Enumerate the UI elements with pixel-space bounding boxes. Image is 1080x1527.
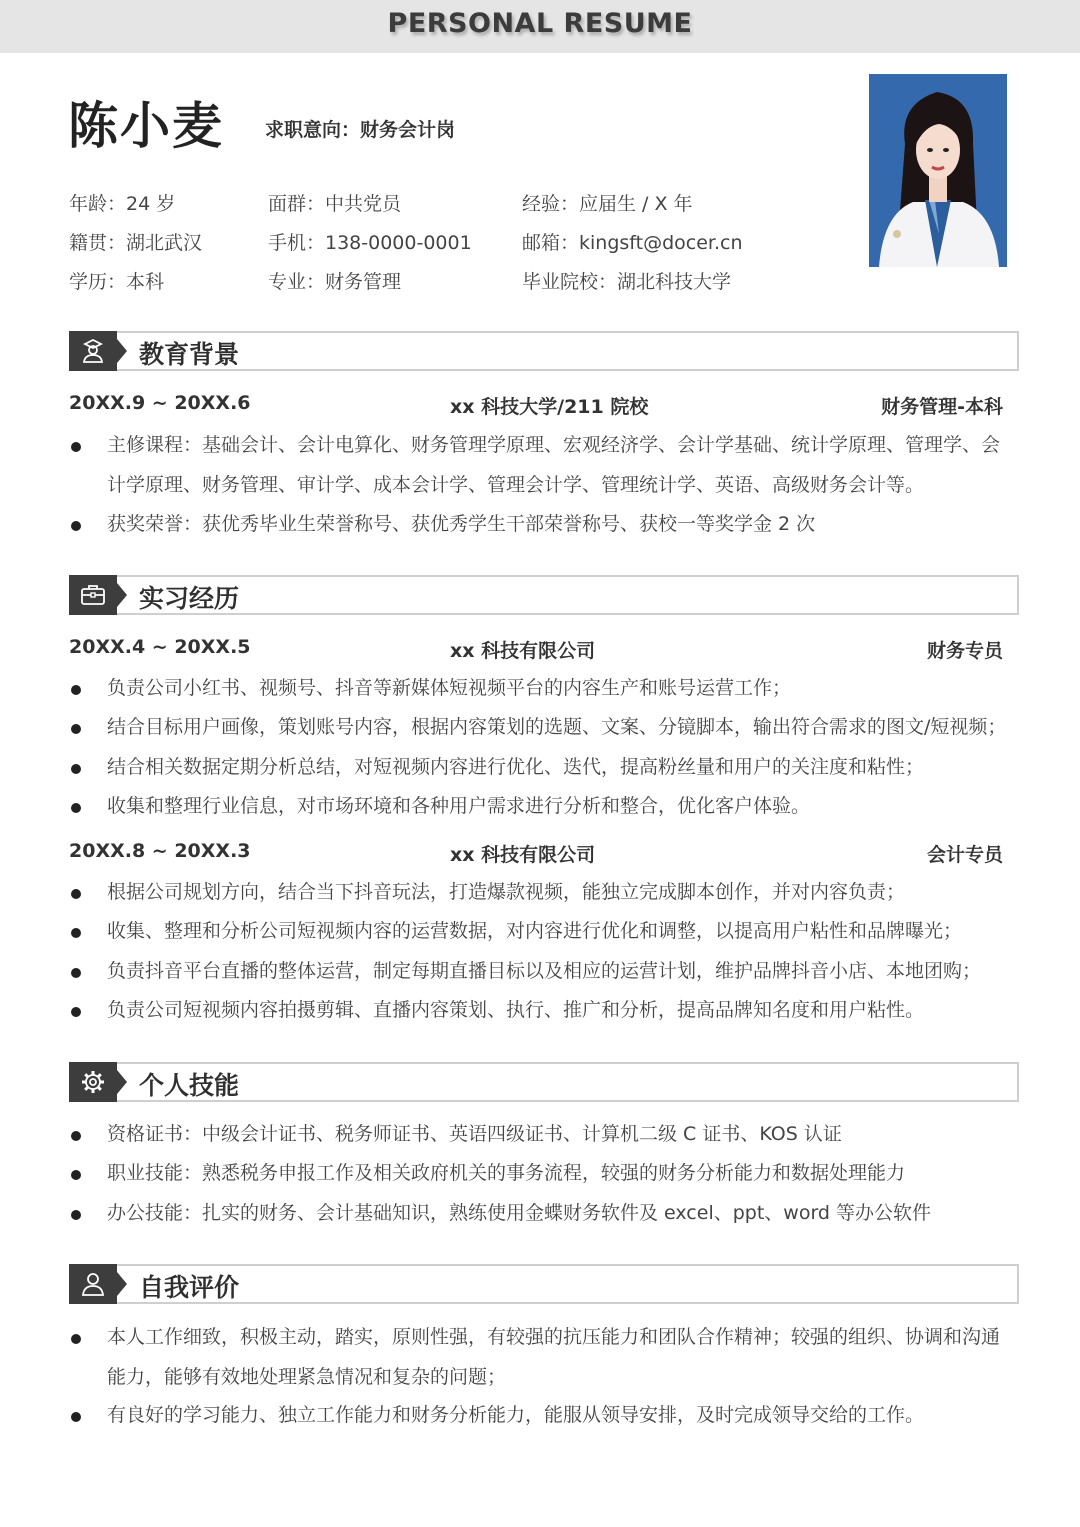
bullet-dot — [71, 764, 81, 774]
bullet-dot — [71, 1131, 81, 1141]
entry-date: 20XX.9 ~ 20XX.6 — [69, 392, 251, 414]
section-header-education — [69, 331, 1019, 371]
section-title-self-eval: 自我评价 — [139, 1273, 240, 1302]
info-row-2 — [0, 228, 860, 258]
bullet-text: 结合目标用户画像，策划账号内容，根据内容策划的选题、文案、分镜脚本，输出符合需求的图文/短视频； — [107, 716, 1007, 738]
bullet-dot — [71, 442, 81, 452]
info-phone: 手机：138-0000-0001 — [268, 232, 472, 254]
bullet-dot — [71, 521, 81, 531]
list-item — [69, 1154, 1009, 1194]
section-title-skills: 个人技能 — [139, 1071, 240, 1100]
section-arrow — [117, 1272, 127, 1296]
info-politics: 面群：中共党员 — [268, 193, 402, 215]
candidate-name: 陈小麦 — [68, 97, 224, 155]
entry-org: xx 科技有限公司 — [450, 844, 596, 866]
job-intent: 求职意向：财务会计岗 — [265, 119, 456, 141]
bullet-text: 收集和整理行业信息，对市场环境和各种用户需求进行分析和整合，优化客户体验。 — [107, 795, 811, 817]
section-arrow — [117, 1070, 127, 1094]
section-title-internship: 实习经历 — [139, 584, 240, 613]
list-item — [69, 426, 1009, 505]
bullet-dot — [71, 928, 81, 938]
info-row-3 — [0, 267, 860, 297]
section-bar — [115, 1264, 1019, 1304]
list-item — [69, 952, 1009, 992]
info-degree: 学历：本科 — [69, 271, 165, 293]
info-experience: 经验：应届生 / X 年 — [522, 193, 693, 215]
bullet-dot — [71, 724, 81, 734]
info-school: 毕业院校：湖北科技大学 — [522, 271, 732, 293]
section-arrow — [117, 583, 127, 607]
section-arrow — [117, 339, 127, 363]
entry-date: 20XX.8 ~ 20XX.3 — [69, 840, 251, 862]
section-title-education: 教育背景 — [139, 340, 240, 369]
bullet-text: 职业技能：熟悉税务申报工作及相关政府机关的事务流程，较强的财务分析能力和数据处理能力 — [107, 1162, 906, 1184]
info-row-1 — [0, 189, 860, 219]
list-item — [69, 1115, 1009, 1155]
section-header-self-eval — [69, 1264, 1019, 1304]
entry-org: xx 科技大学/211 院校 — [450, 396, 649, 418]
profile-photo — [869, 74, 1007, 267]
gear-icon — [80, 1069, 106, 1095]
icon-box — [69, 1062, 117, 1102]
list-item — [69, 748, 1009, 788]
entry-org: xx 科技有限公司 — [450, 640, 596, 662]
bullet-text: 负责公司小红书、视频号、抖音等新媒体短视频平台的内容生产和账号运营工作； — [107, 677, 792, 699]
icon-box — [69, 1264, 117, 1304]
bullet-text: 收集、整理和分析公司短视频内容的运营数据，对内容进行优化和调整，以提高用户粘性和品牌曝光； — [107, 920, 963, 942]
section-bar — [115, 575, 1019, 615]
bullet-text: 主修课程：基础会计、会计电算化、财务管理学原理、宏观经济学、会计学基础、统计学原理、管理学、会计学原理、财务管理、审计学、成本会计学、管理会计学、管理统计学、英语、高级财务会计等。 — [107, 434, 1001, 496]
briefcase-icon — [80, 582, 106, 608]
icon-box — [69, 575, 117, 615]
portrait-image — [869, 74, 1007, 267]
list-item — [69, 669, 1009, 709]
education-entry — [69, 392, 1003, 420]
bullet-dot — [71, 1334, 81, 1344]
bullet-dot — [71, 968, 81, 978]
bullet-text: 获奖荣誉：获优秀毕业生荣誉称号、获优秀学生干部荣誉称号、获校一等奖学金 2 次 — [107, 513, 816, 535]
list-item — [69, 505, 1009, 545]
person-icon — [80, 1271, 106, 1297]
bullet-dot — [71, 685, 81, 695]
bullet-text: 办公技能：扎实的财务、会计基础知识，熟练使用金蝶财务软件及 excel、ppt、word 等办公软件 — [107, 1202, 932, 1224]
info-email: 邮箱：kingsft@docer.cn — [522, 232, 743, 254]
banner-title: PERSONAL RESUME — [387, 8, 693, 39]
bullet-text: 结合相关数据定期分析总结，对短视频内容进行优化、迭代，提高粉丝量和用户的关注度和粘性； — [107, 756, 925, 778]
list-item — [69, 787, 1009, 827]
bullet-dot — [71, 1170, 81, 1180]
bullet-text: 根据公司规划方向，结合当下抖音玩法，打造爆款视频，能独立完成脚本创作，并对内容负责； — [107, 881, 906, 903]
list-item — [69, 873, 1009, 913]
icon-box — [69, 331, 117, 371]
section-header-internship — [69, 575, 1019, 615]
list-item — [69, 912, 1009, 952]
bullet-dot — [71, 1412, 81, 1422]
internship-entry-2 — [69, 840, 1003, 868]
bullet-dot — [71, 803, 81, 813]
bullet-text: 资格证书：中级会计证书、税务师证书、英语四级证书、计算机二级 C 证书、KOS 认证 — [107, 1123, 842, 1145]
list-item — [69, 708, 1009, 748]
info-major: 专业：财务管理 — [268, 271, 402, 293]
entry-role: 会计专员 — [926, 844, 1003, 866]
graduate-icon — [80, 338, 106, 364]
info-hometown: 籍贯：湖北武汉 — [69, 232, 203, 254]
info-age: 年龄：24 岁 — [69, 193, 176, 215]
top-banner — [0, 0, 1080, 53]
entry-date: 20XX.4 ~ 20XX.5 — [69, 636, 251, 658]
bullet-text: 本人工作细致，积极主动，踏实，原则性强，有较强的抗压能力和团队合作精神；较强的组织、协调和沟通能力，能够有效地处理紧急情况和复杂的问题； — [107, 1326, 1001, 1388]
bullet-text: 有良好的学习能力、独立工作能力和财务分析能力，能服从领导安排，及时完成领导交给的工作。 — [107, 1404, 925, 1426]
internship-entry-1 — [69, 636, 1003, 664]
section-bar — [115, 1062, 1019, 1102]
section-bar — [115, 331, 1019, 371]
section-header-skills — [69, 1062, 1019, 1102]
bullet-text: 负责公司短视频内容拍摄剪辑、直播内容策划、执行、推广和分析，提高品牌知名度和用户粘性。 — [107, 999, 925, 1021]
bullet-dot — [71, 1210, 81, 1220]
bullet-dot — [71, 889, 81, 899]
entry-role: 财务管理-本科 — [881, 396, 1003, 418]
bullet-dot — [71, 1007, 81, 1017]
bullet-text: 负责抖音平台直播的整体运营，制定每期直播目标以及相应的运营计划，维护品牌抖音小店、本地团购； — [107, 960, 982, 982]
list-item — [69, 1194, 1009, 1234]
list-item — [69, 1396, 1009, 1436]
entry-role: 财务专员 — [926, 640, 1003, 662]
list-item — [69, 1318, 1009, 1397]
list-item — [69, 991, 1009, 1031]
